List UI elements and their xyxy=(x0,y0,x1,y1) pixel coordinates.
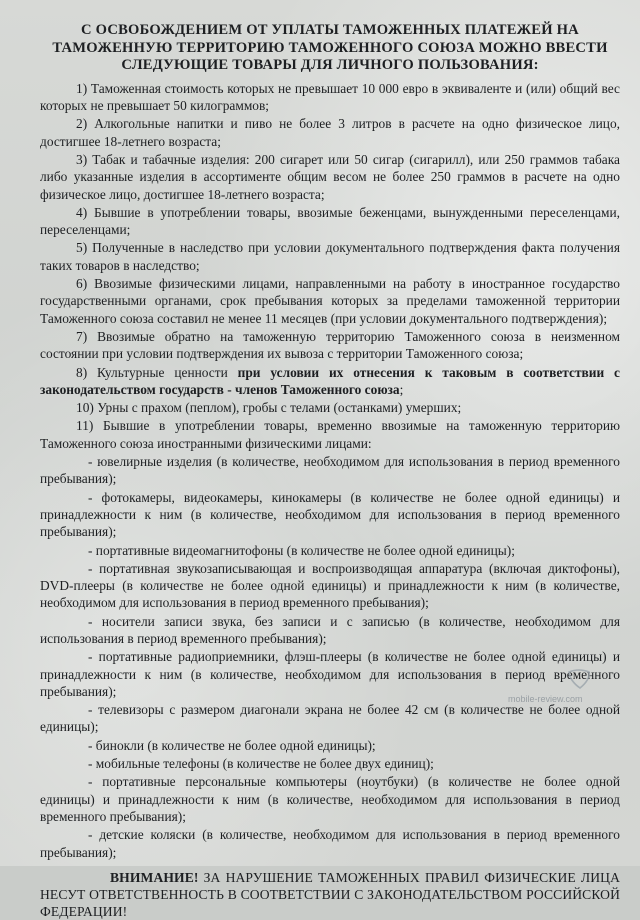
bullet-audio-equipment: - портативная звукозаписывающая и воспроизводящая аппаратура (включая диктофоны), DVD-плееры (в количестве не более одной единицы) и принадлежности к ним (в количестве, необходимом для использования в период временного пребывания); xyxy=(40,560,620,611)
item-8-end: ; xyxy=(399,381,404,397)
item-8-start: 8) Культурные ценности xyxy=(76,364,238,380)
bullet-televisions: - телевизоры с размером диагонали экрана не более 42 см (в количестве не более одной единицы); xyxy=(40,702,620,735)
bullet-jewelry: - ювелирные изделия (в количестве, необходимом для использования в период временного пребывания); xyxy=(40,454,620,487)
bullet-radios: - портативные радиоприемники, флэш-плееры (в количестве не более одной единицы) и принадлежности к ним (в количестве, необходимом для использования в период временного пребывания); xyxy=(40,649,620,699)
item-2: 2) Алкогольные напитки и пиво не более 3 литров в расчете на одно физическое лицо, достигшее 18-летнего возраста; xyxy=(40,116,620,149)
item-10: 10) Урны с прахом (пеплом), гробы с телами (останками) умерших; xyxy=(76,400,462,416)
notice-content xyxy=(40,22,620,920)
item-8-bold: при условии их отнесения к таковым в соответствии с законодательством государств - членов Таможенного союза xyxy=(40,364,620,397)
warning-paragraph xyxy=(40,869,620,920)
bullet-cameras: - фотокамеры, видеокамеры, кинокамеры (в количестве не более одной единицы) и принадлежности к ним (в количестве, необходимом для использования в период временного пребывания); xyxy=(40,489,620,540)
bullet-strollers: - детские коляски (в количестве, необходимом для использования в период временного пребывания); xyxy=(40,827,620,860)
item-6: 6) Ввозимые физическими лицами, направленными на работу в иностранное государство государственными органами, срок пребывания которых за пределами таможенной территории Таможенного союза составил не менее 11 месяцев (при условии документального подтверждения); xyxy=(40,276,620,326)
watermark-icon xyxy=(566,668,592,690)
item-8 xyxy=(40,364,620,399)
bullet-laptops: - портативные персональные компьютеры (ноутбуки) (в количестве не более одной единицы) и принадлежности к ним (в количестве, необходимом для использования в период временного пребывания); xyxy=(40,774,620,824)
notice-heading: С ОСВОБОЖДЕНИЕМ ОТ УПЛАТЫ ТАМОЖЕННЫХ ПЛАТЕЖЕЙ НА ТАМОЖЕННУЮ ТЕРРИТОРИЮ ТАМОЖЕННОГО СОЮЗА МОЖНО ВВЕСТИ СЛЕДУЮЩИЕ ТОВАРЫ ДЛЯ ЛИЧНОГО ПОЛЬЗОВАНИЯ: xyxy=(52,22,608,74)
item-11: 11) Бывшие в употреблении товары, временно ввозимые на таможенную территорию Таможенного союза иностранными физическими лицами: xyxy=(40,418,620,451)
item-7: 7) Ввозимые обратно на таможенную территорию Таможенного союза в неизменном состоянии при условии подтверждения их вывоза с территории Таможенного союза; xyxy=(40,328,620,362)
bullet-video-recorders: - портативные видеомагнитофоны (в количестве не более одной единицы); xyxy=(88,542,515,558)
bullet-mobile-phones: - мобильные телефоны (в количестве не более двух единиц); xyxy=(88,756,434,772)
warning-label: ВНИМАНИЕ! xyxy=(110,869,199,885)
warning-text: ЗА НАРУШЕНИЕ ТАМОЖЕННЫХ ПРАВИЛ ФИЗИЧЕСКИЕ ЛИЦА НЕСУТ ОТВЕТСТВЕННОСТЬ В СООТВЕТСТВИИ С ЗАКОНОДАТЕЛЬСТВОМ РОССИЙСКОЙ ФЕДЕРАЦИИ! xyxy=(40,869,620,919)
item-5: 5) Полученные в наследство при условии документального подтверждения факта получения таких товаров в наследство; xyxy=(40,240,620,273)
watermark-text: mobile-review.com xyxy=(508,694,583,704)
bullet-sound-media: - носители записи звука, без записи и с записью (в количестве, необходимом для использования в период временного пребывания); xyxy=(40,613,620,646)
item-3: 3) Табак и табачные изделия: 200 сигарет или 50 сигар (сигарилл), или 250 граммов табака либо указанные изделия в ассортименте общим весом не более 250 граммов в расчете на одно физическое лицо, достигшее 18-летнего возраста; xyxy=(40,151,620,202)
item-4: 4) Бывшие в употреблении товары, ввозимые беженцами, вынужденными переселенцами, переселенцами; xyxy=(40,204,620,238)
item-1: 1) Таможенная стоимость которых не превышает 10 000 евро в эквиваленте и (или) общий вес которых не превышает 50 килограммов; xyxy=(40,80,620,114)
bullet-binoculars: - бинокли (в количестве не более одной единицы); xyxy=(88,737,376,753)
